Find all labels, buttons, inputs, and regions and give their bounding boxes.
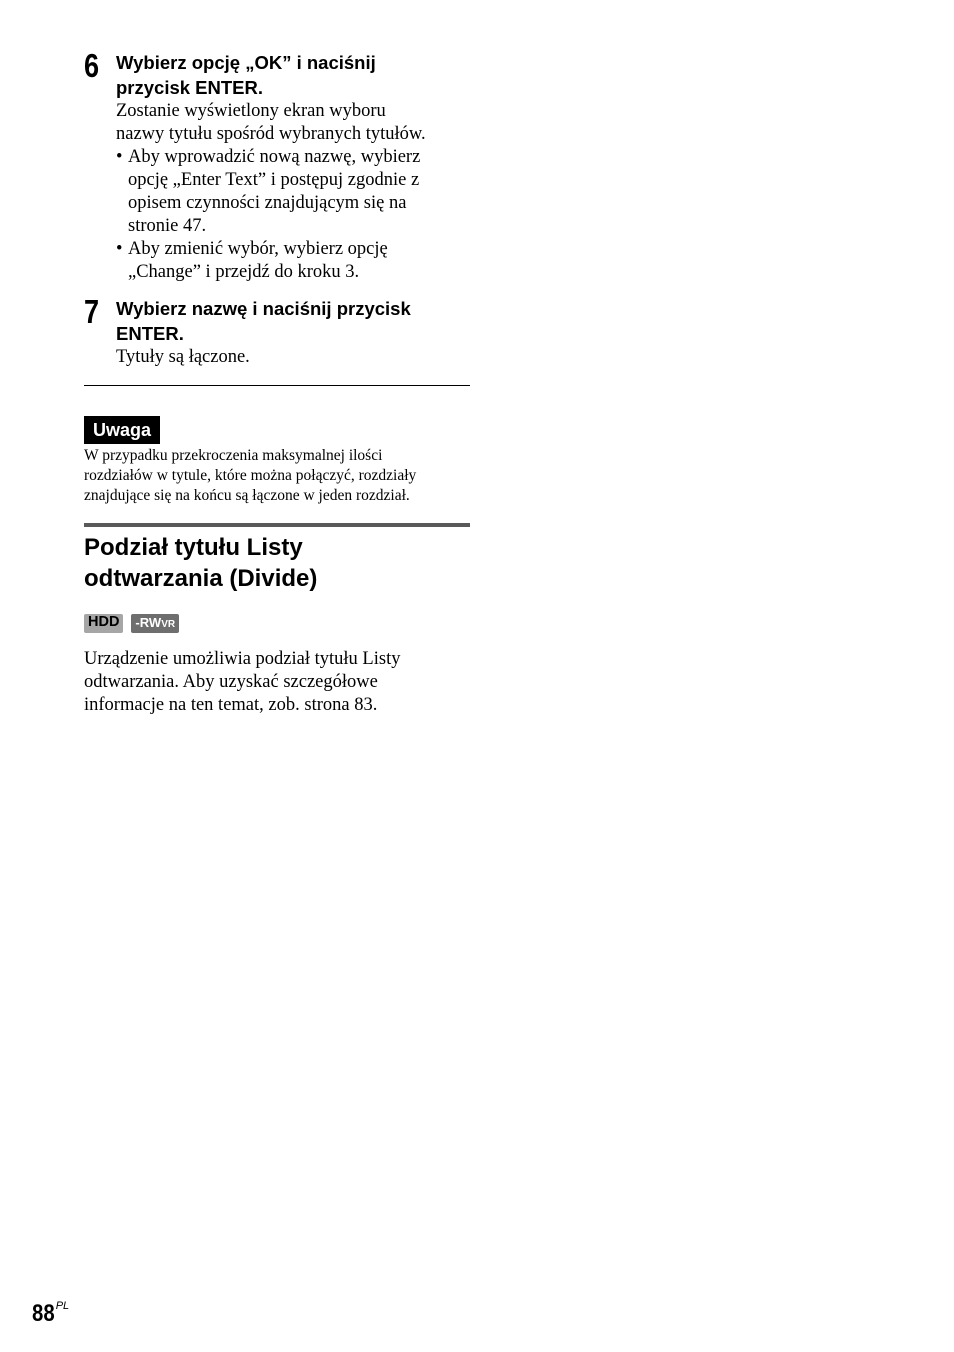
step-7	[84, 293, 470, 369]
step-heading-line: Wybierz nazwę i naciśnij przycisk	[116, 298, 411, 319]
step-heading-line: Wybierz opcję „OK” i naciśnij	[116, 52, 376, 73]
step-body	[116, 100, 470, 284]
step-6	[84, 47, 470, 284]
bullet-item	[116, 146, 470, 238]
section-divider	[84, 385, 470, 386]
note-box	[84, 416, 470, 506]
bullet-item	[116, 238, 470, 284]
rw-vr-badge	[131, 614, 179, 633]
note-line: rozdziałów w tytule, które można połączyć, rozdziały	[84, 467, 417, 484]
section-title-line: odtwarzania (Divide)	[84, 565, 318, 592]
body-line: Urządzenie umożliwia podział tytułu Listy	[84, 649, 401, 669]
step-heading-line: ENTER.	[116, 323, 184, 344]
bullet-line: Aby zmienić wybór, wybierz opcję	[128, 239, 388, 259]
page-footer	[32, 1300, 69, 1328]
hdd-badge: HDD	[84, 614, 123, 633]
bullet-line: „Change” i przejdź do kroku 3.	[128, 262, 360, 282]
body-line: informacje na ten temat, zob. strona 83.	[84, 695, 378, 715]
page-lang: PL	[55, 1300, 70, 1312]
bullet-line: opisem czynności znajdującym się na	[128, 193, 407, 213]
bullet-list	[116, 146, 470, 284]
bullet-line: Aby wprowadzić nową nazwę, wybierz	[128, 147, 421, 167]
bullet-line: stronie 47.	[128, 216, 207, 236]
bullet-line: opcję „Enter Text” i postępuj zgodnie z	[128, 170, 420, 190]
rw-badge-main: -RW	[135, 615, 162, 630]
page-number: 88	[32, 1300, 55, 1327]
media-badges	[84, 614, 470, 633]
rw-badge-sub: VR	[161, 619, 176, 630]
step-heading-line: przycisk ENTER.	[116, 77, 264, 98]
section-rule	[84, 523, 470, 527]
body-line: nazwy tytułu spośród wybranych tytułów.	[116, 124, 426, 144]
page-content	[84, 47, 470, 717]
body-line: odtwarzania. Aby uzyskać szczegółowe	[84, 672, 378, 692]
section-title-line: Podział tytułu Listy	[84, 534, 303, 561]
step-heading	[116, 296, 470, 346]
step-number: 7	[84, 293, 100, 330]
section-title	[84, 532, 470, 594]
step-heading	[116, 50, 470, 100]
body-line: Tytuły są łączone.	[116, 347, 250, 367]
step-body	[116, 346, 470, 369]
bullet-dot-icon: •	[116, 147, 123, 167]
body-line: Zostanie wyświetlony ekran wyboru	[116, 101, 386, 121]
step-number: 6	[84, 47, 100, 84]
note-line: znajdujące się na końcu są łączone w jeden rozdział.	[84, 487, 410, 504]
section-body	[84, 648, 470, 717]
note-label: Uwaga	[84, 416, 160, 444]
bullet-dot-icon: •	[116, 239, 123, 259]
note-line: W przypadku przekroczenia maksymalnej ilości	[84, 447, 383, 464]
note-text	[84, 446, 470, 506]
